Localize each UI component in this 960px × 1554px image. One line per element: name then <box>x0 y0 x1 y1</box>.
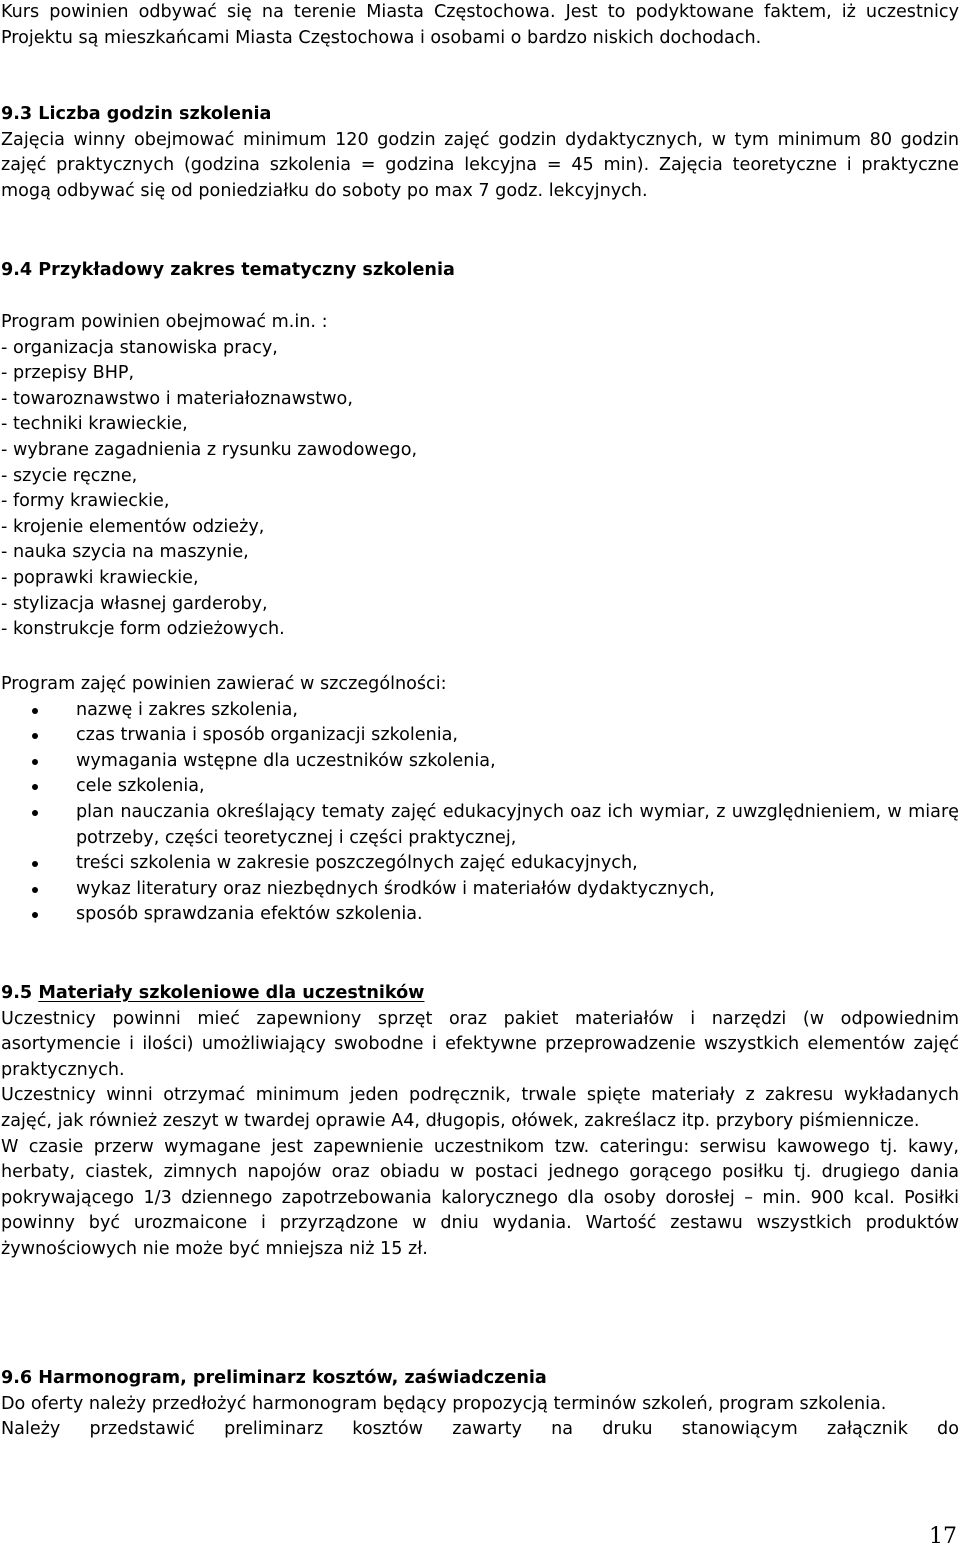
list-item: - formy krawieckie, <box>1 491 170 512</box>
section-9-5-paragraph-2: Uczestnicy winni otrzymać minimum jeden podręcznik, trwale spięte materiały z zakresu wykładanych zajęć, jak również zeszyt w twardej oprawie A4, długopis, ołówek, zakreślacz itp. przybory piśmiennicze. <box>1 1085 959 1131</box>
section-9-6 <box>1 1366 959 1443</box>
section-9-3 <box>1 102 959 204</box>
section-9-5-paragraph-1: Uczestnicy powinni mieć zapewniony sprzęt oraz pakiet materiałów i narzędzi (w odpowiednim asortymencie i ilości) umożliwiający swobodne i efektywne przeprowadzenie wszystkich elementów zajęć praktycznych. <box>1 1008 959 1080</box>
list-item: - wybrane zagadnienia z rysunku zawodowego, <box>1 439 418 460</box>
bullet-icon <box>32 784 38 790</box>
list-item: - techniki krawieckie, <box>1 414 188 435</box>
section-9-6-paragraph-1: Do oferty należy przedłożyć harmonogram będący propozycją terminów szkoleń, program szkolenia. <box>1 1393 887 1414</box>
section-9-6-paragraph-2: Należy przedstawić preliminarz kosztów zawarty na druku stanowiącym załącznik do <box>1 1419 959 1440</box>
list-item: - krojenie elementów odzieży, <box>1 516 265 537</box>
list-item: - konstrukcje form odzieżowych. <box>1 619 285 640</box>
program-contents <box>1 672 959 928</box>
list-item: treści szkolenia w zakresie poszczególnych zajęć edukacyjnych, <box>1 851 959 877</box>
topics-list <box>1 310 959 643</box>
program-intro: Program zajęć powinien zawierać w szczególności: <box>1 674 447 694</box>
bullet-icon <box>32 759 38 765</box>
section-heading-9-4: 9.4 Przykładowy zakres tematyczny szkolenia <box>1 260 455 280</box>
intro-paragraph: Kurs powinien odbywać się na terenie Miasta Częstochowa. Jest to podyktowane faktem, iż uczestnicy Projektu są mieszkańcami Miasta Częstochowa i osobami o bardzo niskich dochodach. <box>1 2 959 48</box>
topics-intro: Program powinien obejmować m.in. : <box>1 312 328 332</box>
list-item: - stylizacja własnej garderoby, <box>1 593 268 614</box>
list-item: - poprawki krawieckie, <box>1 567 199 588</box>
list-item: - szycie ręczne, <box>1 465 138 486</box>
page-number: 17 <box>929 1524 957 1549</box>
list-item: cele szkolenia, <box>1 774 959 800</box>
list-item: - organizacja stanowiska pracy, <box>1 337 278 358</box>
section-heading-9-3: 9.3 Liczba godzin szkolenia <box>1 104 272 124</box>
list-item: wymagania wstępne dla uczestników szkolenia, <box>1 749 959 775</box>
section-heading-9-5 <box>1 981 959 1007</box>
section-9-5-paragraph-3: W czasie przerw wymagane jest zapewnienie uczestnikom tzw. cateringu: serwisu kawowego tj. kawy, herbaty, ciastek, zimnych napojów oraz obiadu w postaci jednego gorącego posiłku tj. drugiego dania pokrywającego 1/3 dziennego zapotrzebowania kalorycznego dla osoby dorosłej – min. 900 kcal. Posiłki powinny być urozmaicone i przyrządzone w dniu wydania. Wartość zestawu wszystkich produktów żywnościowych nie może być mniejsza niż 15 zł. <box>1 1136 959 1259</box>
bullet-icon <box>32 912 38 918</box>
section-heading-9-6: 9.6 Harmonogram, preliminarz kosztów, zaświadczenia <box>1 1368 547 1388</box>
bullet-icon <box>32 733 38 739</box>
bullet-icon <box>32 708 38 714</box>
list-item: - przepisy BHP, <box>1 363 135 384</box>
bullet-icon <box>32 810 38 816</box>
list-item: - towaroznawstwo i materiałoznawstwo, <box>1 388 353 409</box>
list-item: plan nauczania określający tematy zajęć edukacyjnych oaz ich wymiar, z uwzględnieniem, w miarę potrzeby, części teoretycznej i części praktycznej, <box>1 800 959 851</box>
section-number: 9.5 <box>1 983 33 1003</box>
list-item: wykaz literatury oraz niezbędnych środków i materiałów dydaktycznych, <box>1 877 959 903</box>
section-title: Materiały szkoleniowe dla uczestników <box>38 983 425 1003</box>
list-item: - nauka szycia na maszynie, <box>1 542 249 563</box>
section-9-5 <box>1 981 959 1263</box>
section-9-3-paragraph: Zajęcia winny obejmować minimum 120 godzin zajęć godzin dydaktycznych, w tym minimum 80 godzin zajęć praktycznych (godzina szkolenia = godzina lekcyjna = 45 min). Zajęcia teoretyczne i praktyczne mogą odbywać się od poniedziałku do soboty po max 7 godz. lekcyjnych. <box>1 129 959 201</box>
list-item: nazwę i zakres szkolenia, <box>1 698 959 724</box>
program-bullets <box>1 698 959 928</box>
bullet-icon <box>32 887 38 893</box>
bullet-icon <box>32 861 38 867</box>
list-item: sposób sprawdzania efektów szkolenia. <box>1 902 959 928</box>
section-9-4 <box>1 258 959 284</box>
list-item: czas trwania i sposób organizacji szkolenia, <box>1 723 959 749</box>
